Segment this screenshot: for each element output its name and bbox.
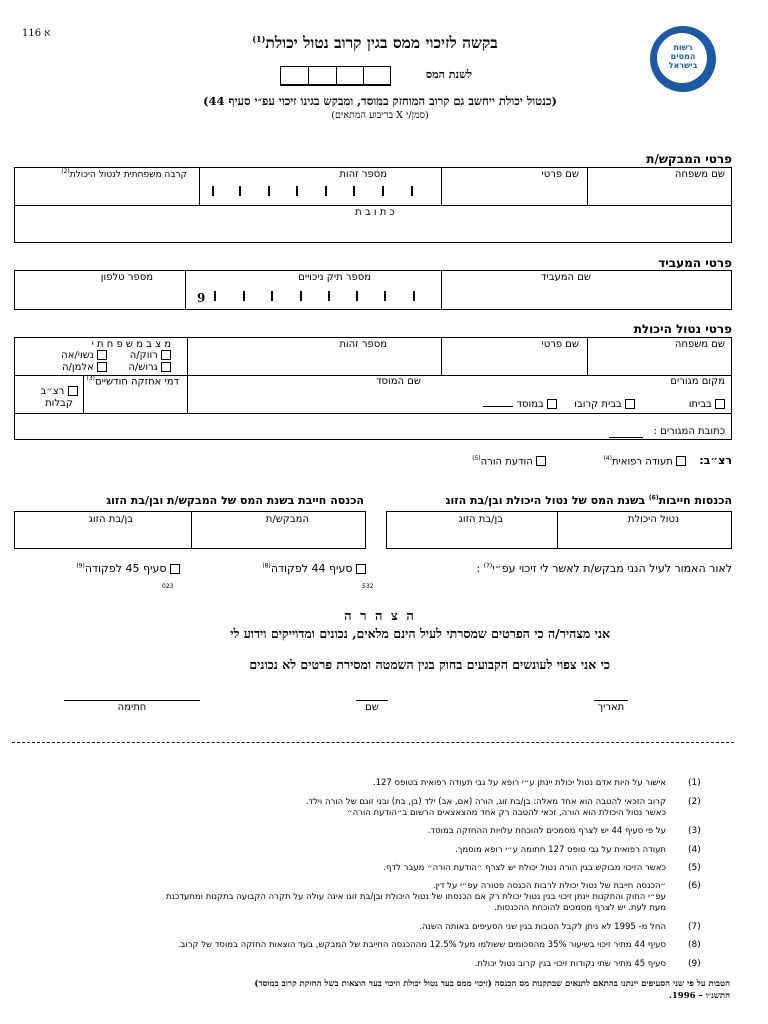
footnote-number: (8) [688, 940, 701, 950]
applicant-section-title: פרטי המבקש/ת [646, 152, 732, 166]
in-institution-checkbox[interactable] [547, 399, 557, 409]
page-title: בקשה לזיכוי ממס בגין קרוב נטול יכולת$^{(1)}$ [252, 33, 498, 52]
employer-name: שם המעביד [541, 272, 591, 283]
applicant-last-name: שם משפחה [674, 169, 725, 180]
disabled-first-name: שם פרטי [541, 339, 579, 350]
footnote-text: על פי סעיף 44 יש לצרף מסמכים להוכחת עלויות ההחזקה במוסד. [427, 826, 666, 836]
single-option[interactable]: רווק/ה [130, 350, 171, 361]
medical-cert-checkbox[interactable] [676, 456, 686, 466]
applicant-income-table [14, 511, 366, 549]
monthly-fee-label: דמי אחזקה חודשיים$^{(3)}$ [86, 375, 179, 388]
applicant-income-label: המבקש/ת [265, 514, 309, 525]
applicant-address: כ ת ו ב ת [355, 207, 395, 218]
name-label: שם [365, 702, 379, 713]
footnote-text: החל מ- 1995 לא ניתן לקבל הטבות בגין שני הסעיפים באותה השנה. [419, 922, 666, 932]
code-023: 023 [162, 583, 174, 590]
section-45-option[interactable]: סעיף 45 לפקודה$^{(9)}$ [76, 562, 180, 575]
footnote-text: סעיף 44 מתיר זיכוי בשיעור 35% מהסכומים ששולמו מעל 12.5% מההכנסה החייבת של המבקש, בעד הוצאות החזקה במוסד של קרוב. [177, 940, 666, 950]
footnote-number: (7) [688, 922, 701, 932]
applicant-table [14, 167, 732, 243]
footnote-number: (2) [688, 797, 701, 807]
applicant-income-title: הכנסה חייבת בשנת המס של המבקש/ת ובן/בת הזוג [106, 494, 364, 507]
tax-year-input[interactable] [280, 66, 391, 86]
footnote-text: אישור על היות אדם נטול יכולת יינתן ע״י רופא על גבי תעודה רפואית בטופס 127. [372, 778, 666, 788]
disabled-last-name: שם משפחה [674, 339, 725, 350]
footnote-text: ״הכנסה חייבת של נטול יכולת לרבות הכנסה פטורה עפ״י על דין. [432, 881, 666, 891]
footnote-number: (4) [688, 845, 701, 855]
subtitle-note: (סמן/י X בריבוע המתאים) [331, 110, 429, 121]
tax-year-label: לשנת המס [425, 68, 472, 81]
disabled-income-table [386, 511, 732, 549]
applicant-first-name: שם פרטי [541, 169, 579, 180]
subtitle: (כנטול יכולת ייחשב גם קרוב המוחזק במוסד, ומבקש בגינו זיכוי עפ״י סעיף 44) [203, 94, 557, 108]
footnote-text: סעיף 45 מתיר שתי נקודות זיכוי בגין קרוב נטול יכולת. [474, 959, 666, 969]
applicant-id: מספר זהות [339, 169, 387, 180]
parent-notice-checkbox[interactable] [536, 456, 546, 466]
section-44-option[interactable]: סעיף 44 לפקודה$^{(8)}$ [262, 562, 366, 575]
married-option[interactable]: נשוי/אה [61, 350, 107, 361]
code-532: 532 [362, 583, 374, 590]
signature-line[interactable] [64, 700, 200, 701]
cut-line [12, 742, 734, 743]
declaration-line-2: כי אני צפוי לעונשים הקבועים בחוק בגין השמטה ומסירת פרטים לא נכונים [249, 657, 610, 672]
section-44-checkbox[interactable] [356, 564, 366, 574]
footnote-text: קרוב הזכאי להטבה הוא אחד מאלה: בן/בת זוג, הורה (אם, אב) ילד (בן, בת) ובני זוגם של הורה וילד. [305, 797, 666, 807]
disabled-section-title: פרטי נטול היכולת [633, 322, 732, 336]
footnote-text: כאשר הזיכוי מבוקש בגין הורה נטול יכולת יש לצרף ״הודעת הורה״ מעבר לדף. [383, 863, 666, 873]
signature-label: חתימה [117, 702, 147, 713]
disabled-id: מספר זהות [339, 339, 387, 350]
footnote-text: עפ״י החוק והתקנות יינתן זיכוי בגין נטול יכולת רק אם הכנסתו של נטול היכולת ובן/בת זוגו אינה עולה על תקרה הקבועה בתקנות ומתעדכנת [165, 892, 666, 902]
divorced-checkbox[interactable] [161, 362, 171, 372]
widowed-option[interactable]: אלמן/ה [62, 362, 107, 373]
footnote-number: (5) [688, 863, 701, 873]
in-institution-option[interactable]: במוסד [483, 399, 557, 410]
footnote-number: (3) [688, 826, 701, 836]
at-home-option[interactable]: בביתו [689, 399, 725, 410]
request-text: לאור האמור לעיל הנני מבקש/ת לאשר לי זיכוי עפ״י$^{(7)}$ : [476, 562, 732, 575]
form-code: 116 א [22, 28, 51, 39]
section-45-checkbox[interactable] [170, 564, 180, 574]
footnote-number: (1) [688, 778, 701, 788]
divorced-option[interactable]: גרוש/ה [128, 362, 171, 373]
attached-label: רצ״ב: [699, 454, 732, 467]
residence-label: מקום מגורים [670, 376, 725, 387]
employer-phone: מספר טלפון [100, 272, 153, 283]
footnote-text: כאשר נטול היכולת הוא הורה, זכאי להטבה רק אחד מהצאצאים הרשום ב״הודעת הורה״ [347, 808, 666, 818]
declaration-title: ה צ ה ר ה [344, 609, 416, 624]
at-relative-checkbox[interactable] [625, 399, 635, 409]
at-relative-option[interactable]: בבית קרובו [574, 399, 635, 410]
parent-notice-option[interactable]: הודעת הורה$^{(5)}$ [472, 455, 546, 467]
employer-table [14, 270, 732, 310]
disabled-spouse-income-label: בן/בת הזוג [458, 514, 503, 525]
receipts-attached[interactable]: רצ״ב קבלות [37, 386, 81, 410]
disabled-address-label: כתובת המגורים : [653, 426, 725, 437]
date-label: תאריך [597, 702, 625, 713]
footnote-text: תעודה רפואית על גבי טופס 127 חתומה ע״י רופא מוסמך. [455, 845, 666, 855]
married-checkbox[interactable] [97, 350, 107, 360]
institution-name-label: שם המוסד [376, 376, 421, 387]
tax-authority-logo: רשות המסים בישראל [650, 26, 716, 92]
closing-note: הטבות על פי שני הסעיפים יינתנו בהתאם לתנאים שבתקנות מס הכנסה (זיכוי ממס בעד נטול יכולת וזיכוי בעד הוצאות בשל החזקת קרוב במוסד) התשנ״ו – 1996. [254, 979, 730, 1001]
disabled-income-title: הכנסות חייבות$^{(6)}$ בשנת המס של נטול היכולת ובן/בת הזוג [445, 494, 732, 507]
date-line[interactable] [594, 700, 628, 701]
disabled-income-label: נטול היכולת [627, 514, 679, 525]
receipts-checkbox[interactable] [68, 386, 78, 396]
medical-cert-option[interactable]: תעודה רפואית$^{(4)}$ [603, 455, 686, 467]
name-line[interactable] [356, 700, 388, 701]
applicant-relation: קרבה משפחתית לנטול היכולת$^{(2)}$ [61, 168, 187, 180]
footnote-text: מעת לעת. יש לצרף מסמכים להוכחת ההכנסות. [494, 903, 666, 913]
footnote-number: (9) [688, 959, 701, 969]
employer-file-number: מספר תיק ניכויים [298, 272, 371, 283]
footnote-number: (6) [688, 881, 701, 891]
widowed-checkbox[interactable] [97, 362, 107, 372]
applicant-spouse-income-label: בן/בת הזוג [88, 514, 133, 525]
file-prefix: 9 [197, 291, 206, 305]
employer-section-title: פרטי המעביד [658, 256, 732, 270]
at-home-checkbox[interactable] [715, 399, 725, 409]
declaration-line-1: אני מצהיר/ה כי הפרטים שמסרתי לעיל הינם מלאים, נכונים ומדוייקים וידוע לי [230, 626, 610, 641]
disabled-table [14, 337, 732, 440]
marital-status-label: מ צ ב מ ש פ ח ת י [91, 339, 171, 350]
single-checkbox[interactable] [161, 350, 171, 360]
